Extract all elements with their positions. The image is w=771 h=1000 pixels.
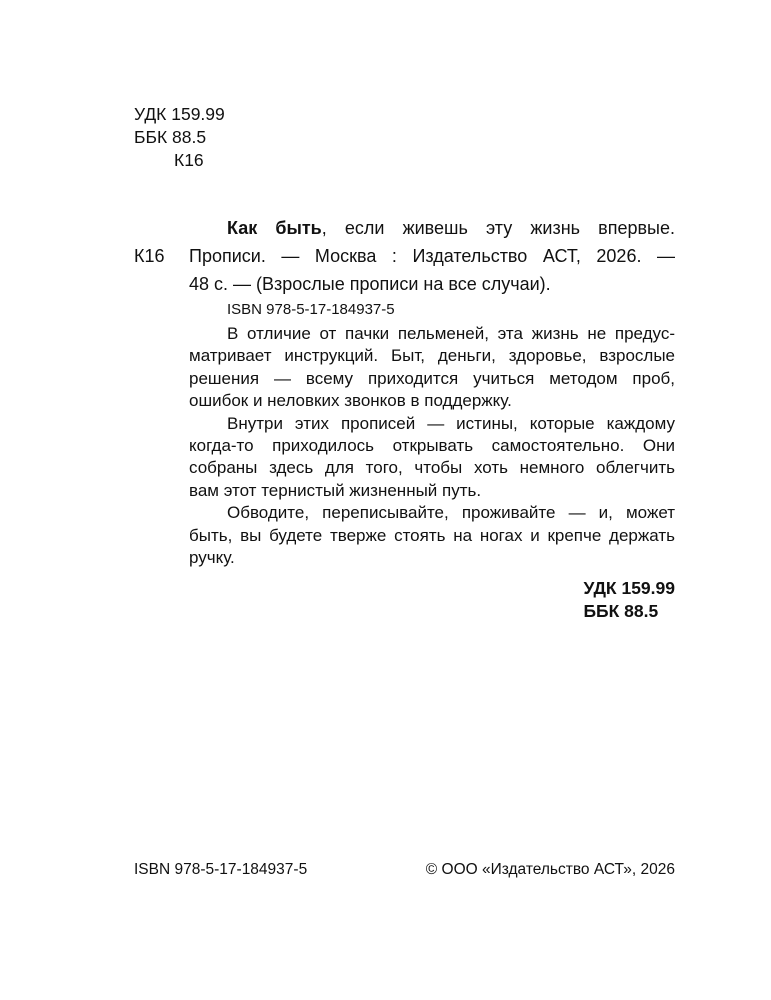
annotation-line: В отличие от пачки пельменей, эта жизнь не предус- [227, 324, 675, 343]
author-mark-left: К16 [134, 246, 165, 266]
annotation-line: когда-то приходилось открывать самостоятельно. Они [189, 436, 675, 456]
annotation-line: ручку. [189, 548, 235, 568]
bbk-code-bold: ББК 88.5 [583, 601, 659, 621]
bbk-code: ББК 88.5 [134, 127, 207, 147]
annotation-line: быть, вы будете тверже стоять на ногах и крепче держать [189, 525, 675, 545]
footer-isbn: ISBN 978-5-17-184937-5 [134, 861, 308, 878]
annotation-line: вам этот тернистый жизненный путь. [189, 480, 482, 500]
copyright-notice: © ООО «Издательство АСТ», 2026 [425, 861, 675, 878]
author-mark: К16 [174, 150, 204, 170]
biblio-line-1 [189, 214, 675, 242]
biblio-line-3: 48 с. — (Взрослые прописи на все случаи). [189, 274, 551, 294]
book-subtitle: , если живешь эту жизнь впервые. [321, 218, 675, 238]
classification-block-top [134, 103, 225, 172]
udk-code: УДК 159.99 [134, 104, 225, 124]
annotation-line: собраны здесь для того, чтобы хоть немного облегчить [189, 458, 675, 478]
annotation-line: Обводите, переписывайте, проживайте — и, может [227, 503, 675, 523]
isbn-inline: ISBN 978-5-17-184937-5 [227, 301, 395, 318]
bibliographic-record [189, 214, 675, 298]
annotation [189, 323, 675, 569]
annotation-line: матривает инструкций. Быт, деньги, здоровье, взрослые [189, 346, 675, 366]
annotation-line: решения — всему приходится учиться методом проб, [189, 368, 675, 388]
annotation-line: Внутри этих прописей — истины, которые каждому [227, 413, 675, 433]
annotation-line: ошибок и неловких звонков в поддержку. [189, 391, 512, 411]
book-title: Как быть [227, 218, 322, 238]
biblio-line-2: Прописи. — Москва : Издательство АСТ, 2026. — [189, 246, 675, 266]
classification-block-bottom [583, 577, 675, 623]
udk-code-bold: УДК 159.99 [583, 578, 675, 598]
